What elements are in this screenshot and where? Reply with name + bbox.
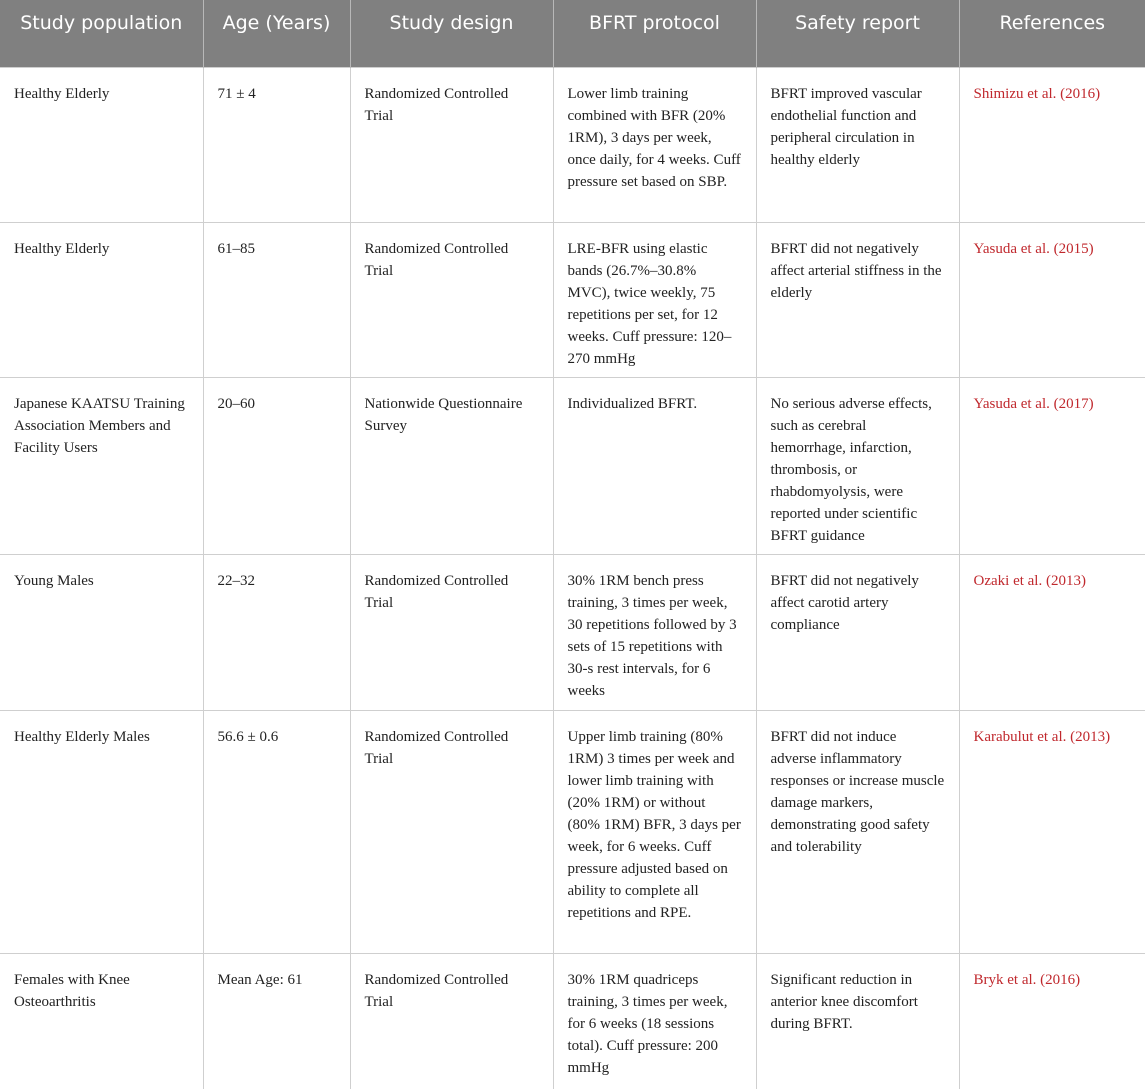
cell-protocol: 30% 1RM quadriceps training, 3 times per week, for 6 weeks (18 sessions total). Cuff pressure: 200 mmHg [553,954,756,1089]
cell-protocol: 30% 1RM bench press training, 3 times per week, 30 repetitions followed by 3 sets of 15 repetitions with 30-s rest intervals, for 6 weeks [553,555,756,711]
cell-design: Nationwide Questionnaire Survey [350,378,553,555]
header-references: References [959,0,1145,68]
table-row [0,223,1145,378]
cell-design: Randomized Controlled Trial [350,223,553,378]
cell-safety: Significant reduction in anterior knee discomfort during BFRT. [756,954,959,1089]
cell-design: Randomized Controlled Trial [350,954,553,1089]
cell-age: 20–60 [203,378,350,555]
cell-design: Randomized Controlled Trial [350,711,553,954]
cell-protocol: LRE-BFR using elastic bands (26.7%–30.8% MVC), twice weekly, 75 repetitions per set, for 12 weeks. Cuff pressure: 120–270 mmHg [553,223,756,378]
table-row [0,711,1145,954]
reference-link[interactable]: Shimizu et al. (2016) [959,68,1145,223]
cell-safety: No serious adverse effects, such as cerebral hemorrhage, infarction, thrombosis, or rhabdomyolysis, were reported under scientific BFRT guidance [756,378,959,555]
reference-link[interactable]: Yasuda et al. (2017) [959,378,1145,555]
header-safety-report: Safety report [756,0,959,68]
cell-safety: BFRT did not induce adverse inflammatory responses or increase muscle damage markers, demonstrating good safety and tolerability [756,711,959,954]
cell-design: Randomized Controlled Trial [350,68,553,223]
reference-link[interactable]: Yasuda et al. (2015) [959,223,1145,378]
cell-age: 61–85 [203,223,350,378]
cell-population: Healthy Elderly [0,68,203,223]
cell-population: Japanese KAATSU Training Association Members and Facility Users [0,378,203,555]
reference-link[interactable]: Karabulut et al. (2013) [959,711,1145,954]
cell-safety: BFRT did not negatively affect arterial stiffness in the elderly [756,223,959,378]
reference-link[interactable]: Bryk et al. (2016) [959,954,1145,1089]
header-age: Age (Years) [203,0,350,68]
header-study-design: Study design [350,0,553,68]
table-row [0,68,1145,223]
cell-age: Mean Age: 61 [203,954,350,1089]
cell-age: 22–32 [203,555,350,711]
cell-population: Healthy Elderly [0,223,203,378]
cell-population: Young Males [0,555,203,711]
header-bfrt-protocol: BFRT protocol [553,0,756,68]
cell-population: Healthy Elderly Males [0,711,203,954]
cell-protocol: Upper limb training (80% 1RM) 3 times per week and lower limb training with (20% 1RM) or without (80% 1RM) BFR, 3 days per week, for 6 weeks. Cuff pressure adjusted based on ability to complete all repetitions and RPE. [553,711,756,954]
reference-link[interactable]: Ozaki et al. (2013) [959,555,1145,711]
table-row [0,954,1145,1089]
cell-protocol: Individualized BFRT. [553,378,756,555]
cell-safety: BFRT improved vascular endothelial function and peripheral circulation in healthy elderly [756,68,959,223]
table-row [0,555,1145,711]
cell-safety: BFRT did not negatively affect carotid artery compliance [756,555,959,711]
header-row [0,0,1145,68]
cell-design: Randomized Controlled Trial [350,555,553,711]
table-row [0,378,1145,555]
cell-age: 71 ± 4 [203,68,350,223]
header-study-population: Study population [0,0,203,68]
cell-protocol: Lower limb training combined with BFR (20% 1RM), 3 days per week, once daily, for 4 weeks. Cuff pressure set based on SBP. [553,68,756,223]
cell-age: 56.6 ± 0.6 [203,711,350,954]
cell-population: Females with Knee Osteoarthritis [0,954,203,1089]
